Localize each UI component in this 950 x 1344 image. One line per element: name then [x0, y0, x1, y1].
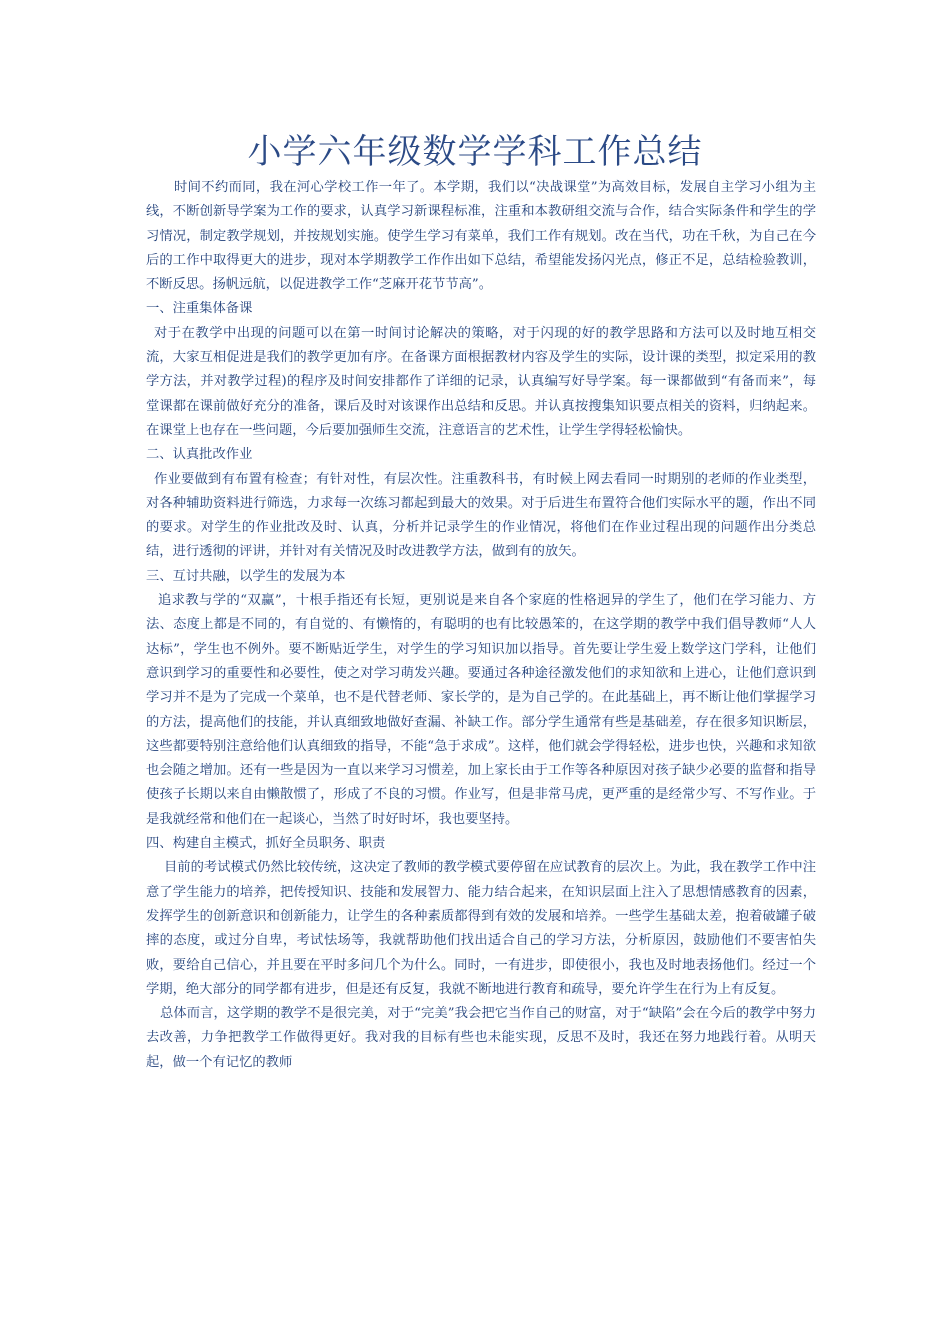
intro-paragraph: 时间不约而同，我在河心学校工作一年了。本学期，我们以“决战课堂”为高效目标，发展自主学习小组为主线，不断创新导学案为工作的要求，认真学习新课程标准，注重和本教研组交流与合作，结合实际条件和学生的学习情况，制定教学规划，并按规划实施。使学生学习有菜单，我们工作有规划。改在当代，功在千秋，为自己在今后的工作中取得更大的进步，现对本学期教学工作作出如下总结，希望能发扬闪光点，修正不足，总结检验教训，不断反思。扬帆远航，以促进教学工作“芝麻开花节节高”。	[146, 180, 816, 293]
conclusion-paragraph: 总体而言，这学期的教学不是很完美，对于“完美”我会把它当作自己的财富，对于“缺陷”会在今后的教学中努力去改善，力争把教学工作做得更好。我对我的目标有些也未能实现，反思不及时，我还在努力地践行着。从明天起，做一个有记忆的教师	[146, 1006, 816, 1070]
section-3-paragraph: 追求教与学的“双赢”，十根手指还有长短，更别说是来自各个家庭的性格迥异的学生了，他们在学习能力、方法、态度上都是不同的，有自觉的、有懒惰的，有聪明的也有比较愚笨的，在这学期的教学中我们倡导教师“人人达标”，学生也不例外。要不断贴近学生，对学生的学习知识加以指导。首先要让学生爱上数学这门学科，让他们意识到学习的重要性和必要性，使之对学习萌发兴趣。要通过各种途径激发他们的求知欲和上进心，让他们意识到学习并不是为了完成一个菜单，也不是代替老师、家长学的，是为自己学的。在此基础上，再不断让他们掌握学习的方法，提高他们的技能，并认真细致地做好查漏、补缺工作。部分学生通常有些是基础差，存在很多知识断层，这些都要特别注意给他们认真细致的指导，不能“急于求成”。这样，他们就会学得轻松，进步也快，兴趣和求知欲也会随之增加。还有一些是因为一直以来学习习惯差，加上家长由于工作等各种原因对孩子缺少必要的监督和指导使孩子长期以来自由懒散惯了，形成了不良的习惯。作业写，但是非常马虎，更严重的是经常少写、不写作业。于是我就经常和他们在一起谈心，当然了时好时坏，我也要坚持。	[146, 593, 816, 827]
section-2-paragraph: 作业要做到有布置有检查；有针对性，有层次性。注重教科书，有时候上网去看同一时期别的老师的作业类型，对各种辅助资料进行筛选，力求每一次练习都起到最大的效果。对于后进生布置符合他们实际水平的题，作出不同的要求。对学生的作业批改及时、认真，分析并记录学生的作业情况，将他们在作业过程出现的问题作出分类总结，进行透彻的评讲，并针对有关情况及时改进教学方法，做到有的放矢。	[146, 471, 816, 560]
section-1-paragraph: 对于在教学中出现的问题可以在第一时间讨论解决的策略，对于闪现的好的教学思路和方法可以及时地互相交流，大家互相促进是我们的教学更加有序。在备课方面根据教材内容及学生的实际，设计课的类型，拟定采用的教学方法，并对教学过程)的程序及时间安排都作了详细的记录，认真编写好导学案。每一课都做到“有备而来”，每堂课都在课前做好充分的准备，课后及时对该课作出总结和反思。并认真按搜集知识要点相关的资料，归纳起来。在课堂上也存在一些问题，今后要加强师生交流，注意语言的艺术性，让学生学得轻松愉快。	[146, 325, 816, 438]
section-2-heading: 二、认真批改作业	[146, 447, 253, 463]
document-body	[146, 176, 816, 1075]
document-title: 小学六年级数学学科工作总结	[247, 132, 703, 172]
section-4-paragraph: 目前的考试模式仍然比较传统，这决定了教师的教学模式要停留在应试教育的层次上。为此，我在教学工作中注意了学生能力的培养，把传授知识、技能和发展智力、能力结合起来，在知识层面上注入了思想情感教育的因素，发挥学生的创新意识和创新能力，让学生的各种素质都得到有效的发展和培养。一些学生基础太差，抱着破罐子破摔的态度，或过分自卑，考试怯场等，我就帮助他们找出适合自己的学习方法，分析原因，鼓励他们不要害怕失败，要给自己信心，并且要在平时多问几个为什么。同时，一有进步，即使很小，我也及时地表扬他们。经过一个学期，绝大部分的同学都有进步，但是还有反复，我就不断地进行教育和疏导，要允许学生在行为上有反复。	[146, 860, 816, 997]
section-1-heading: 一、注重集体备课	[146, 301, 253, 317]
section-4-heading: 四、构建自主模式，抓好全员职务、职责	[146, 836, 386, 852]
section-3-heading: 三、互讨共融，以学生的发展为本	[146, 568, 346, 584]
